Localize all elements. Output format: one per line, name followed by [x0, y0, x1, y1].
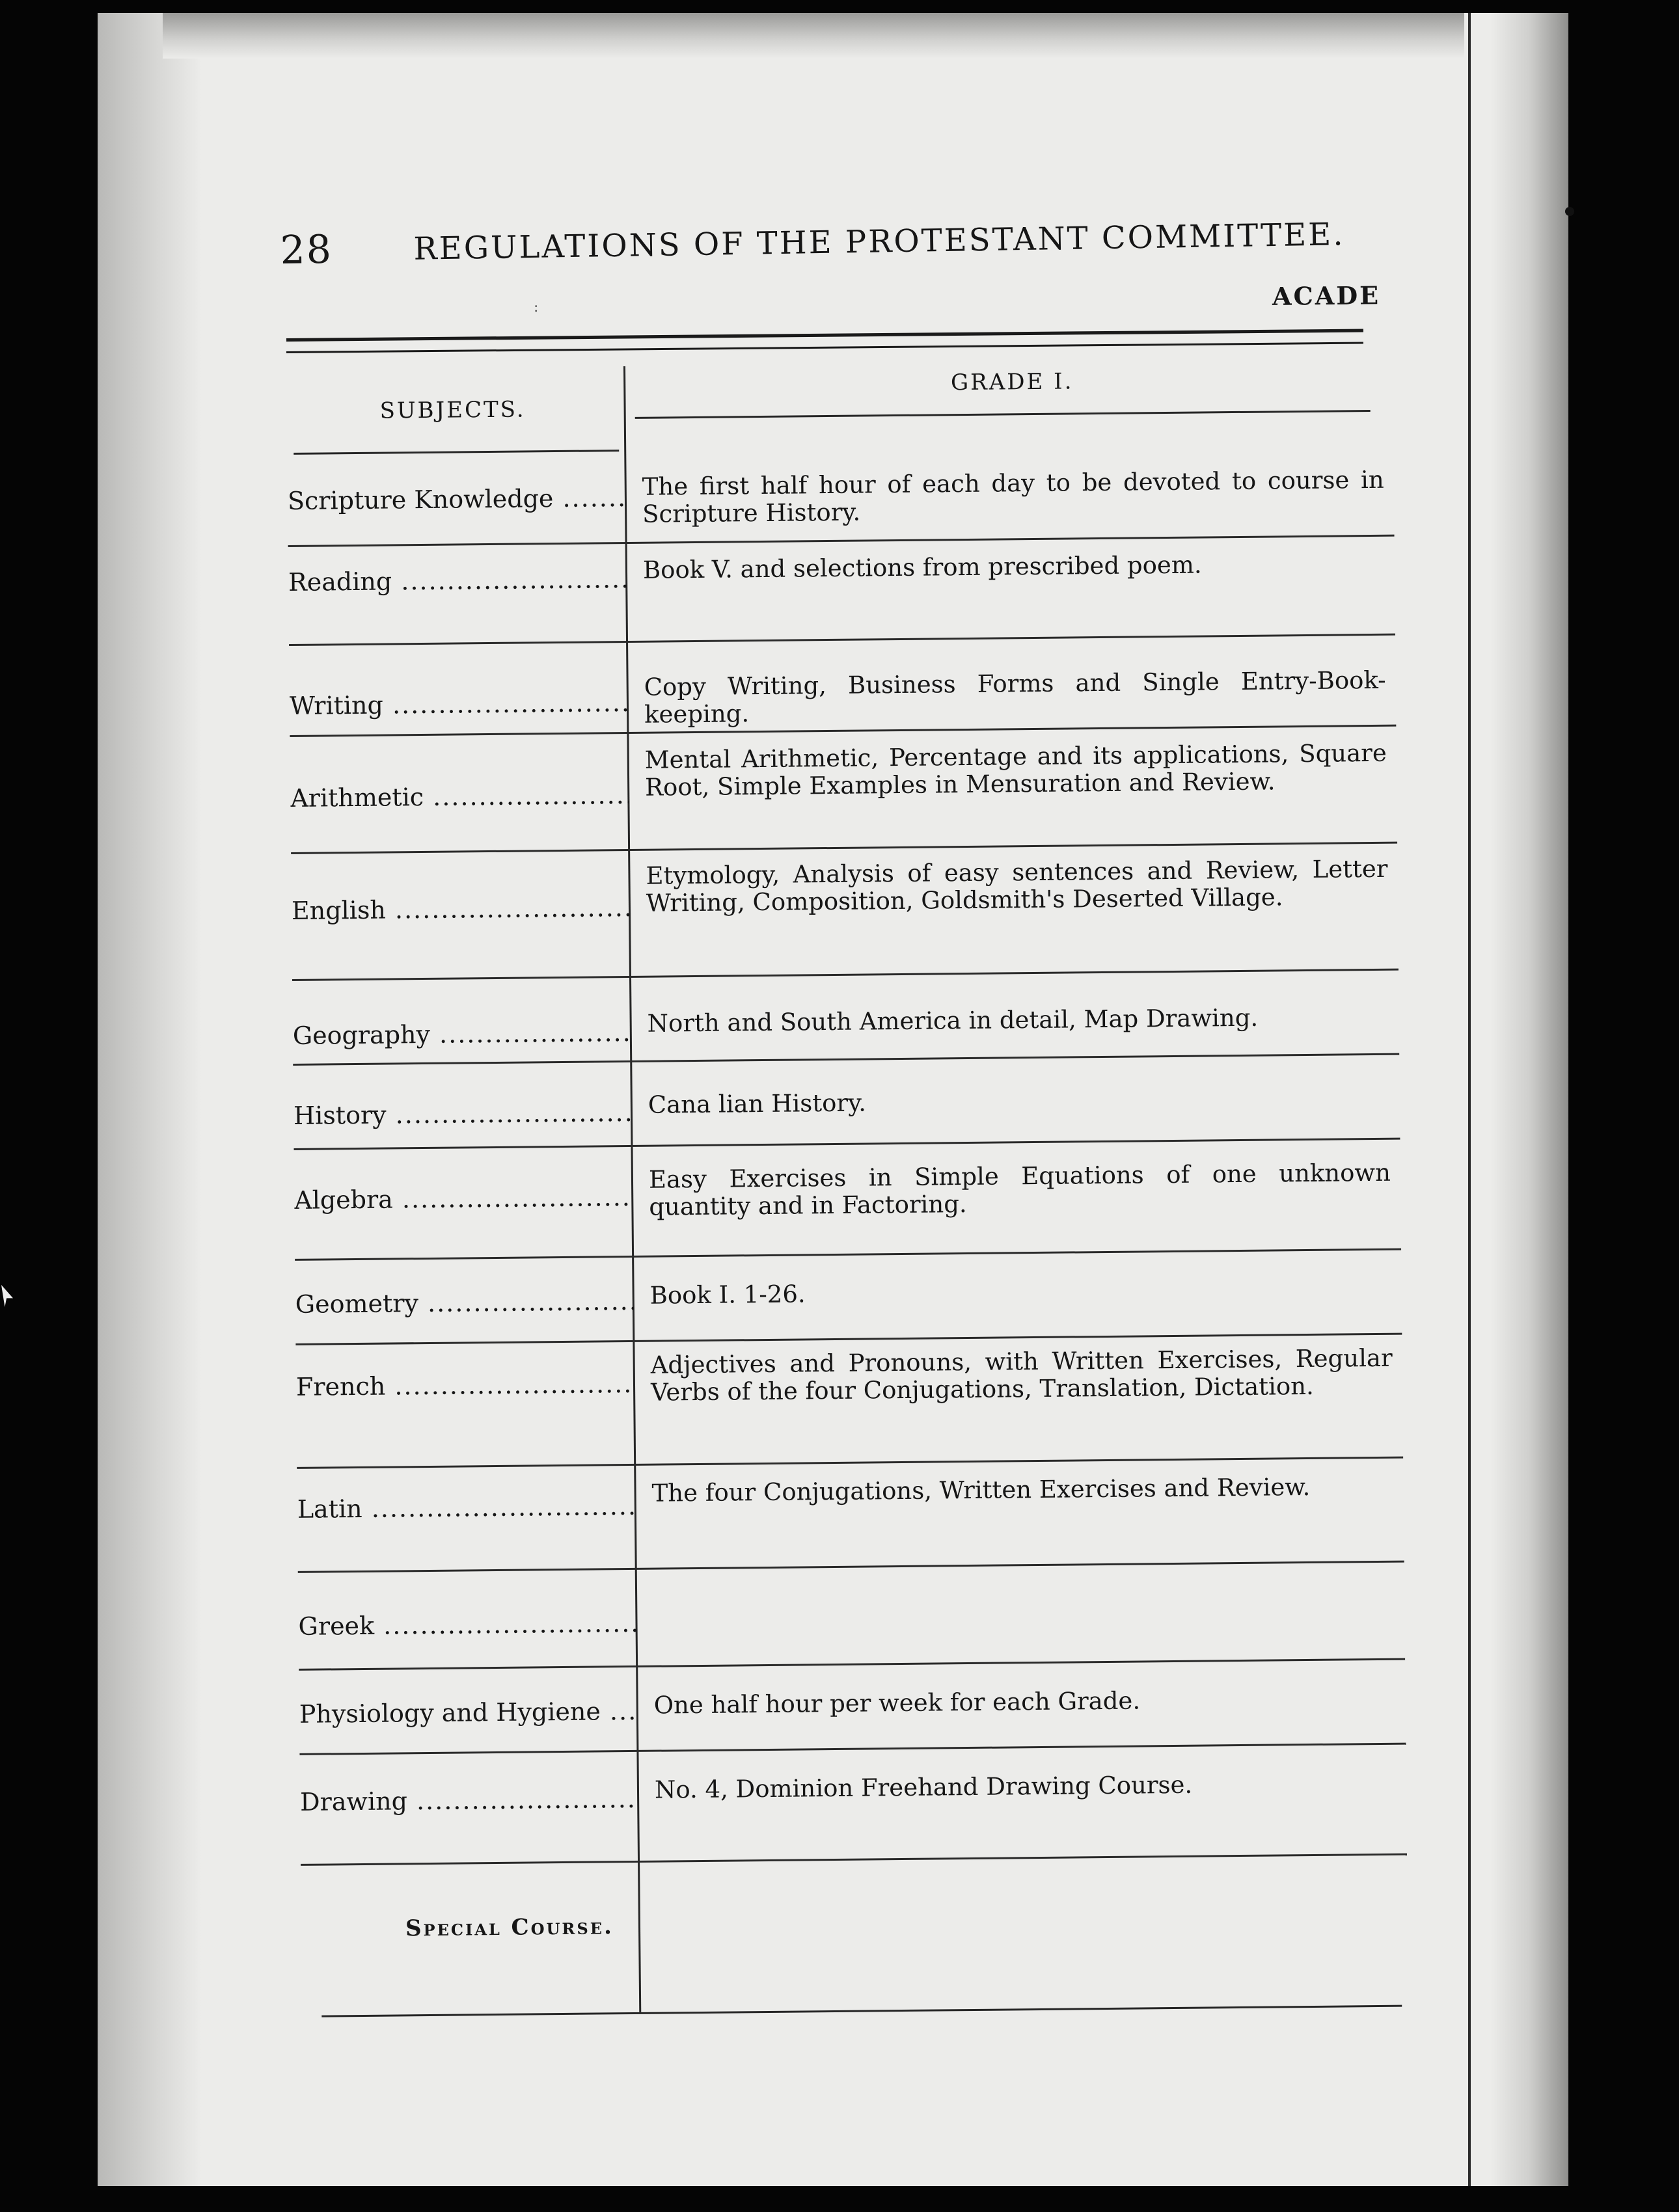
subject-cell	[295, 1287, 634, 1319]
subject-label: Drawing	[299, 1787, 408, 1816]
leader-dots	[407, 1785, 639, 1815]
leader-dots	[374, 1609, 637, 1640]
subject-label: Latin	[297, 1494, 362, 1524]
description-cell: North and South America in detail, Map Drawing.	[647, 1003, 1259, 1038]
subject-label: Arithmetic	[290, 783, 424, 813]
description-cell: No. 4, Dominion Freehand Drawing Course.	[654, 1770, 1193, 1804]
table-row	[299, 1745, 1407, 1866]
table-row	[295, 1250, 1402, 1345]
subject-label: Writing	[289, 690, 384, 720]
section-label: ACADE	[1272, 280, 1381, 311]
subject-cell	[297, 1492, 636, 1524]
leader-dots	[362, 1492, 636, 1523]
subject-label: Physiology and Hygiene	[299, 1697, 601, 1729]
description-cell: The four Conjugations, Written Exercises and Review.	[651, 1472, 1311, 1507]
subject-label: French	[295, 1371, 386, 1401]
column-header-subjects: SUBJECTS.	[379, 396, 526, 424]
table-row	[299, 1660, 1406, 1755]
page-shadow-left	[98, 13, 202, 2186]
subject-cell	[290, 781, 629, 813]
table-row	[292, 971, 1399, 1066]
description-cell: Easy Exercises in Simple Equations of one unknown quantity and in Factoring.	[648, 1158, 1391, 1221]
description-cell: Book I. 1-26.	[649, 1280, 806, 1310]
description-cell: The first half hour of each day to be devoted to course in Scripture History.	[642, 465, 1384, 528]
subject-label: Reading	[288, 567, 392, 597]
leader-dots	[601, 1697, 638, 1726]
description-cell: Book V. and selections from prescribed poem.	[642, 550, 1202, 584]
running-title: REGULATIONS OF THE PROTESTANT COMMITTEE.	[413, 216, 1345, 267]
subject-cell	[296, 1369, 635, 1401]
subject-cell	[298, 1609, 636, 1641]
leader-dots	[385, 1369, 635, 1401]
leader-dots	[386, 1098, 632, 1129]
table-row	[295, 1335, 1403, 1469]
leader-dots	[383, 688, 628, 720]
table-row	[298, 1563, 1405, 1671]
course-table	[286, 359, 1415, 2061]
leader-dots	[418, 1287, 634, 1317]
subject-cell	[299, 1697, 638, 1729]
subject-cell	[300, 1785, 638, 1816]
edge-dot-mark	[1565, 207, 1574, 216]
subject-cell	[293, 1018, 631, 1050]
description-cell: One half hour per week for each Grade.	[653, 1686, 1141, 1720]
table-row	[297, 1459, 1404, 1573]
description-cell: Cana lian History.	[648, 1088, 867, 1119]
table-row	[288, 537, 1395, 646]
table-row	[293, 1055, 1400, 1150]
ink-speck: :	[534, 299, 539, 316]
leader-dots	[392, 565, 627, 595]
leader-dots	[386, 893, 631, 924]
cursor-icon	[1, 1285, 13, 1307]
bottom-rule	[321, 2005, 1402, 2017]
table-row	[289, 636, 1396, 737]
subject-label: Geography	[292, 1019, 431, 1050]
subject-cell	[288, 483, 626, 515]
subject-cell	[293, 1098, 632, 1130]
table-row	[287, 447, 1394, 547]
table-row	[294, 1140, 1402, 1261]
description-cell: Mental Arithmetic, Percentage and its applications, Square Root, Simple Examples in Mensuration and Review.	[644, 738, 1387, 802]
subject-cell	[288, 565, 627, 597]
subject-label: Algebra	[294, 1185, 394, 1215]
subject-label: Scripture Knowledge	[287, 484, 554, 515]
page-shadow-top	[163, 13, 1464, 59]
description-cell: Adjectives and Pronouns, with Written Exercises, Regular Verbs of the four Conjugations, Translation, Dictation.	[650, 1343, 1393, 1407]
subject-cell	[290, 688, 628, 720]
subject-cell	[294, 1183, 633, 1215]
description-cell	[653, 1589, 1395, 1596]
page-shadow-right	[1490, 13, 1568, 2186]
description-cell: Etymology, Analysis of easy sentences and Review, Letter Writing, Composition, Goldsmith's Deserted Village.	[646, 854, 1388, 917]
table-row	[290, 727, 1397, 854]
leader-dots	[393, 1183, 633, 1214]
leader-dots	[430, 1018, 631, 1049]
page-number: 28	[280, 226, 333, 273]
subject-label: Geometry	[295, 1289, 419, 1319]
column-header-grade: GRADE I.	[950, 368, 1074, 396]
subject-label: English	[291, 895, 387, 925]
page-fold-line	[1468, 13, 1471, 2186]
leader-dots	[424, 781, 629, 811]
subject-label: Greek	[298, 1611, 375, 1641]
subject-label: History	[293, 1100, 387, 1130]
table-row	[291, 844, 1399, 981]
subject-cell	[292, 893, 630, 925]
special-course-label: Special Course.	[405, 1913, 614, 1942]
description-cell: Copy Writing, Business Forms and Single Entry-Book-keeping.	[644, 666, 1386, 729]
leader-dots	[553, 483, 626, 513]
